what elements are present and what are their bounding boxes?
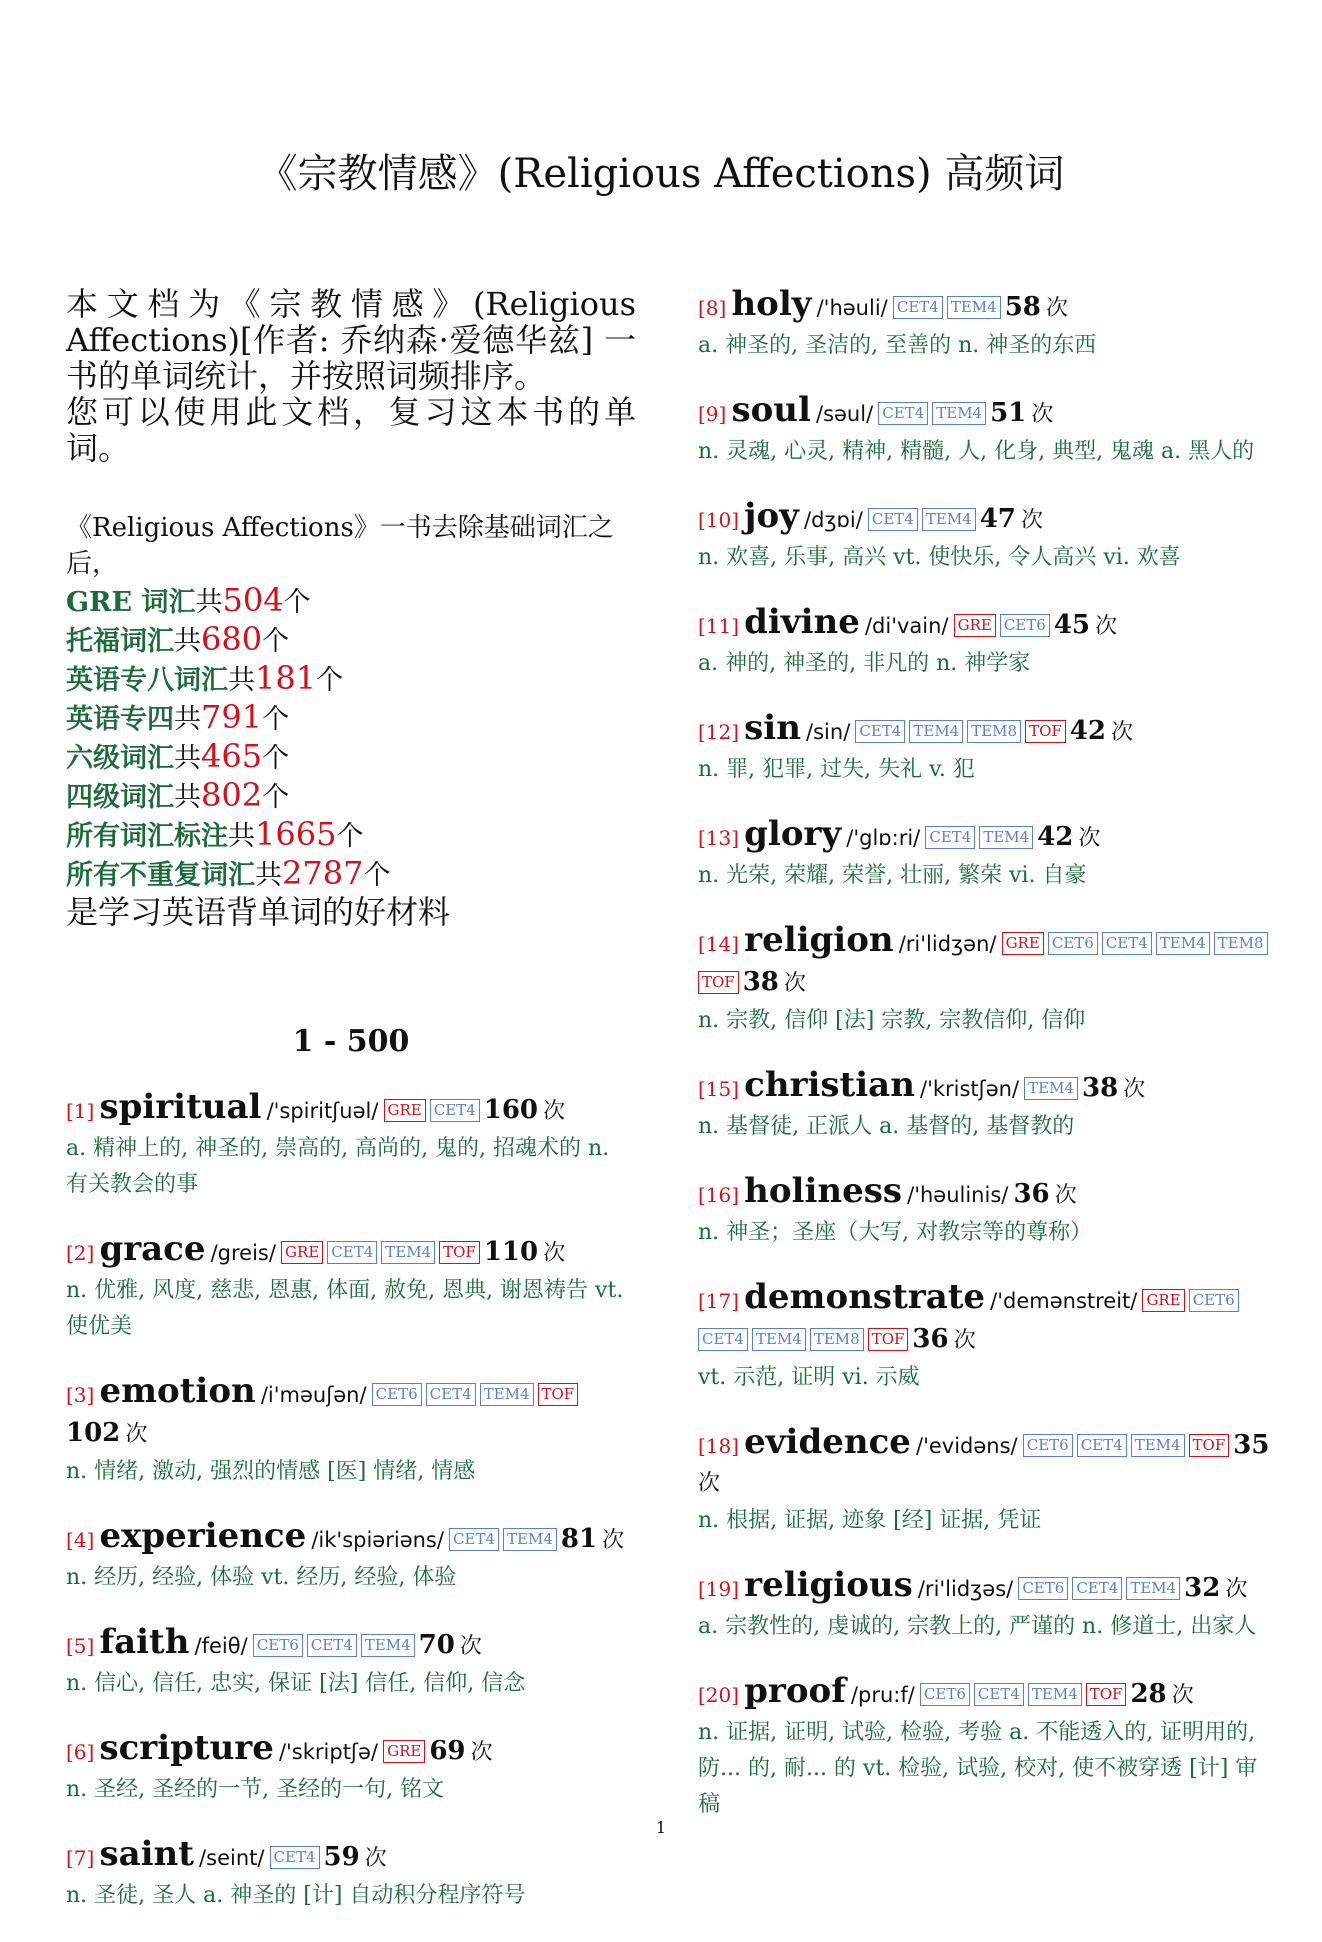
entry-head bbox=[698, 498, 1272, 540]
entry-index: [17] bbox=[698, 1289, 740, 1313]
entry-head bbox=[698, 392, 1272, 434]
entry-head bbox=[66, 1836, 636, 1878]
entry-word: scripture bbox=[99, 1728, 274, 1768]
exam-tag: CET6 bbox=[920, 1683, 970, 1706]
exam-tag: CET4 bbox=[1077, 1434, 1127, 1457]
entry-definition: n. 优雅, 风度, 慈悲, 恩惠, 体面, 赦免, 恩典, 谢恩祷告 vt. 使优美 bbox=[66, 1278, 624, 1339]
stat-unit: 个 bbox=[283, 587, 311, 618]
entry-phonetic: /'glɒ:ri/ bbox=[846, 826, 921, 850]
stat-row bbox=[66, 816, 636, 855]
word-entry bbox=[698, 1279, 1272, 1396]
entry-word: religion bbox=[744, 920, 894, 960]
entry-phonetic: /seint/ bbox=[199, 1846, 265, 1870]
entry-phonetic: /ri'lidʒən/ bbox=[898, 932, 997, 956]
entry-definition: n. 基督徒, 正派人 a. 基督的, 基督教的 bbox=[698, 1114, 1075, 1139]
entry-head bbox=[698, 1279, 1272, 1360]
count-unit: 次 bbox=[1171, 1683, 1194, 1708]
stat-num: 2787 bbox=[282, 854, 364, 892]
entry-phonetic: /sin/ bbox=[806, 720, 851, 744]
stat-mid: 共 bbox=[174, 626, 201, 657]
word-entry bbox=[66, 1624, 636, 1702]
word-entry bbox=[698, 1067, 1272, 1145]
entry-head bbox=[66, 1624, 636, 1666]
entry-count: 110 bbox=[483, 1237, 539, 1267]
exam-tag: CET6 bbox=[253, 1634, 303, 1657]
exam-tag: CET4 bbox=[449, 1528, 499, 1551]
count-unit: 次 bbox=[543, 1241, 566, 1266]
word-entry bbox=[66, 1518, 636, 1596]
entry-count: 70 bbox=[418, 1630, 455, 1660]
entry-phonetic: /dʒɒi/ bbox=[804, 508, 863, 532]
count-unit: 次 bbox=[1054, 1183, 1077, 1208]
stat-label: 英语专四 bbox=[66, 704, 174, 735]
stat-label: 英语专八词汇 bbox=[66, 665, 228, 696]
entry-count: 58 bbox=[1004, 292, 1041, 322]
entry-phonetic: /ri'lidʒəs/ bbox=[917, 1577, 1014, 1601]
entry-index: [2] bbox=[66, 1241, 95, 1265]
stat-mid: 共 bbox=[174, 782, 201, 813]
count-unit: 次 bbox=[1111, 720, 1134, 745]
entry-phonetic: /'demənstreit/ bbox=[990, 1289, 1138, 1313]
stat-row bbox=[66, 855, 636, 894]
entry-word: experience bbox=[99, 1516, 307, 1556]
exam-tag: TEM4 bbox=[503, 1528, 557, 1551]
entry-count: 35 bbox=[1233, 1430, 1270, 1460]
word-entry bbox=[698, 1567, 1272, 1645]
entry-phonetic: /i'məuʃən/ bbox=[260, 1383, 367, 1407]
entry-definition: n. 经历, 经验, 体验 vt. 经历, 经验, 体验 bbox=[66, 1565, 457, 1590]
entry-index: [3] bbox=[66, 1383, 95, 1407]
entry-phonetic: /ik'spiəriəns/ bbox=[311, 1528, 444, 1552]
entry-head bbox=[698, 1673, 1272, 1715]
entry-head bbox=[698, 710, 1272, 752]
stat-mid: 共 bbox=[174, 704, 201, 735]
entry-word: holy bbox=[731, 284, 812, 324]
entry-phonetic: /feiθ/ bbox=[194, 1634, 248, 1658]
word-entry bbox=[698, 922, 1272, 1039]
entry-count: 38 bbox=[742, 967, 779, 997]
exam-tag: CET4 bbox=[893, 296, 943, 319]
entry-index: [13] bbox=[698, 826, 740, 850]
exam-tag: TEM4 bbox=[1028, 1683, 1082, 1706]
count-unit: 次 bbox=[1031, 402, 1054, 427]
entry-definition: n. 神圣；圣座（大写, 对教宗等的尊称） bbox=[698, 1220, 1093, 1245]
count-unit: 次 bbox=[1078, 826, 1101, 851]
entry-head bbox=[698, 1173, 1272, 1215]
entry-phonetic: /'spiritʃuəl/ bbox=[266, 1099, 379, 1123]
exam-tag: TEM4 bbox=[480, 1383, 534, 1406]
entry-phonetic: /di'vain/ bbox=[864, 614, 949, 638]
entry-index: [1] bbox=[66, 1099, 95, 1123]
entry-index: [10] bbox=[698, 508, 740, 532]
entry-count: 81 bbox=[560, 1524, 598, 1554]
entry-definition: n. 情绪, 激动, 强烈的情感 [医] 情绪, 情感 bbox=[66, 1459, 476, 1484]
exam-tag: CET4 bbox=[270, 1846, 320, 1869]
entry-word: saint bbox=[99, 1834, 194, 1874]
exam-tag: CET4 bbox=[925, 826, 975, 849]
exam-tag: TEM4 bbox=[1024, 1077, 1078, 1100]
page-title: 《宗教情感》(Religious Affections) 高频词 bbox=[257, 151, 1065, 197]
entry-word: sin bbox=[744, 708, 801, 748]
entry-index: [20] bbox=[698, 1683, 740, 1707]
entry-definition: n. 灵魂, 心灵, 精神, 精髓, 人, 化身, 典型, 鬼魂 a. 黑人的 bbox=[698, 439, 1255, 464]
entry-index: [7] bbox=[66, 1846, 95, 1870]
count-unit: 次 bbox=[470, 1740, 493, 1765]
page-number: 1 bbox=[655, 1818, 667, 1837]
word-entry bbox=[698, 604, 1272, 682]
word-entry bbox=[698, 498, 1272, 576]
entry-count: 69 bbox=[429, 1736, 466, 1766]
entry-word: demonstrate bbox=[744, 1277, 986, 1317]
stat-num: 1665 bbox=[255, 815, 337, 853]
exam-tag: TOF bbox=[868, 1328, 909, 1351]
count-unit: 次 bbox=[1123, 1077, 1146, 1102]
exam-tag: TEM4 bbox=[752, 1328, 806, 1351]
stat-unit: 个 bbox=[262, 782, 290, 813]
entry-definition: a. 宗教性的, 虔诚的, 宗教上的, 严谨的 n. 修道士, 出家人 bbox=[698, 1614, 1257, 1639]
entry-definition: n. 根据, 证据, 迹象 [经] 证据, 凭证 bbox=[698, 1508, 1042, 1533]
entry-head bbox=[698, 922, 1272, 1003]
word-entry bbox=[66, 1373, 636, 1490]
exam-tag: GRE bbox=[383, 1740, 425, 1763]
entry-phonetic: /səul/ bbox=[816, 402, 874, 426]
stat-label: 托福词汇 bbox=[66, 626, 174, 657]
stat-label: 所有词汇标注 bbox=[66, 821, 228, 852]
entry-definition: a. 神圣的, 圣洁的, 至善的 n. 神圣的东西 bbox=[698, 333, 1097, 358]
entry-head bbox=[698, 1567, 1272, 1609]
count-unit: 次 bbox=[698, 1471, 721, 1496]
stat-mid: 共 bbox=[174, 743, 201, 774]
stats-closing: 是学习英语背单词的好材料 bbox=[66, 893, 451, 931]
entry-phonetic: /'həuli/ bbox=[816, 296, 888, 320]
stat-num: 680 bbox=[201, 620, 263, 658]
entry-word: faith bbox=[99, 1622, 190, 1662]
word-entry bbox=[66, 1231, 636, 1345]
entry-count: 38 bbox=[1081, 1073, 1119, 1103]
exam-tag: CET4 bbox=[868, 508, 918, 531]
entry-head bbox=[698, 604, 1272, 646]
entry-definition: n. 宗教, 信仰 [法] 宗教, 宗教信仰, 信仰 bbox=[698, 1008, 1086, 1033]
entry-count: 102 bbox=[66, 1418, 121, 1448]
entry-definition: n. 圣经, 圣经的一节, 圣经的一句, 铭文 bbox=[66, 1777, 445, 1802]
entry-count: 32 bbox=[1184, 1573, 1221, 1603]
entry-word: christian bbox=[744, 1065, 915, 1105]
left-column bbox=[66, 286, 636, 1942]
entry-count: 47 bbox=[979, 504, 1016, 534]
entry-phonetic: /pru:f/ bbox=[850, 1683, 915, 1707]
stat-unit: 个 bbox=[316, 665, 344, 696]
exam-tag: TEM8 bbox=[1214, 932, 1268, 955]
stat-num: 181 bbox=[255, 659, 317, 697]
word-entry bbox=[66, 1836, 636, 1914]
exam-tag: CET6 bbox=[1023, 1434, 1073, 1457]
stat-num: 802 bbox=[201, 776, 263, 814]
entry-head bbox=[698, 286, 1272, 328]
exam-tag: TEM4 bbox=[1156, 932, 1210, 955]
exam-tag: TEM4 bbox=[1131, 1434, 1185, 1457]
count-unit: 次 bbox=[459, 1634, 482, 1659]
entry-index: [6] bbox=[66, 1740, 95, 1764]
exam-tag: CET4 bbox=[327, 1241, 377, 1264]
count-unit: 次 bbox=[1021, 508, 1044, 533]
exam-tag: CET6 bbox=[1189, 1289, 1239, 1312]
entry-index: [4] bbox=[66, 1528, 95, 1552]
word-entry bbox=[66, 1730, 636, 1808]
stat-unit: 个 bbox=[262, 704, 290, 735]
stat-mid: 共 bbox=[228, 821, 255, 852]
exam-tag: GRE bbox=[1002, 932, 1044, 955]
stat-num: 465 bbox=[201, 737, 263, 775]
word-entry bbox=[698, 1424, 1272, 1539]
stats-block bbox=[66, 510, 636, 930]
right-entry-list bbox=[698, 286, 1272, 1823]
exam-tag: TOF bbox=[538, 1383, 579, 1406]
stat-label: 四级词汇 bbox=[66, 782, 174, 813]
entry-head bbox=[66, 1089, 636, 1131]
word-entry bbox=[698, 286, 1272, 364]
exam-tag: CET6 bbox=[1048, 932, 1098, 955]
stat-unit: 个 bbox=[336, 821, 364, 852]
exam-tag: TEM4 bbox=[947, 296, 1001, 319]
entry-phonetic: /'kristʃən/ bbox=[920, 1077, 1020, 1101]
exam-tag: TOF bbox=[1086, 1683, 1127, 1706]
exam-tag: TEM8 bbox=[967, 720, 1021, 743]
entry-index: [19] bbox=[698, 1577, 740, 1601]
intro-paragraph-2: 您可以使用此文档，复习这本书的单词。 bbox=[66, 393, 636, 467]
stat-mid: 共 bbox=[255, 860, 282, 891]
entry-count: 45 bbox=[1053, 610, 1090, 640]
stat-num: 504 bbox=[222, 581, 284, 619]
word-entry bbox=[698, 1673, 1272, 1823]
exam-tag: CET6 bbox=[1000, 614, 1050, 637]
entry-definition: n. 欢喜, 乐事, 高兴 vt. 使快乐, 令人高兴 vi. 欢喜 bbox=[698, 545, 1181, 570]
entry-index: [16] bbox=[698, 1183, 740, 1207]
entry-count: 59 bbox=[323, 1842, 360, 1872]
stat-row bbox=[66, 582, 636, 621]
stat-label: 六级词汇 bbox=[66, 743, 174, 774]
entry-definition: vt. 示范, 证明 vi. 示威 bbox=[698, 1365, 920, 1390]
entry-word: glory bbox=[744, 814, 842, 854]
entry-word: divine bbox=[744, 602, 860, 642]
entry-phonetic: /'evidəns/ bbox=[916, 1434, 1018, 1458]
stat-unit: 个 bbox=[262, 743, 290, 774]
exam-tag: CET4 bbox=[426, 1383, 476, 1406]
count-unit: 次 bbox=[784, 971, 807, 996]
exam-tag: TEM4 bbox=[922, 508, 976, 531]
word-entry bbox=[698, 710, 1272, 788]
entry-head bbox=[66, 1518, 636, 1560]
right-column bbox=[698, 286, 1272, 1851]
exam-tag: TEM4 bbox=[1126, 1577, 1180, 1600]
stat-row bbox=[66, 777, 636, 816]
exam-tag: TEM4 bbox=[932, 402, 986, 425]
exam-tag: TEM8 bbox=[810, 1328, 864, 1351]
entry-count: 42 bbox=[1037, 822, 1074, 852]
entry-phonetic: /'skriptʃə/ bbox=[278, 1740, 378, 1764]
stat-row bbox=[66, 738, 636, 777]
entry-word: holiness bbox=[744, 1171, 903, 1211]
entry-count: 28 bbox=[1130, 1679, 1167, 1709]
section-heading: 1 - 500 bbox=[292, 1024, 410, 1059]
entry-definition: n. 信心, 信任, 忠实, 保证 [法] 信任, 信仰, 信念 bbox=[66, 1671, 526, 1696]
exam-tag: GRE bbox=[1142, 1289, 1184, 1312]
exam-tag: TOF bbox=[698, 971, 739, 994]
entry-head bbox=[66, 1730, 636, 1772]
entry-word: evidence bbox=[744, 1422, 911, 1462]
entry-head bbox=[66, 1231, 636, 1273]
exam-tag: CET6 bbox=[372, 1383, 422, 1406]
exam-tag: CET4 bbox=[1072, 1577, 1122, 1600]
entry-head bbox=[66, 1373, 636, 1454]
stat-mid: 共 bbox=[195, 587, 223, 618]
stat-mid: 共 bbox=[228, 665, 255, 696]
count-unit: 次 bbox=[543, 1099, 566, 1124]
exam-tag: GRE bbox=[954, 614, 996, 637]
exam-tag: TOF bbox=[1025, 720, 1066, 743]
stat-num: 791 bbox=[201, 698, 263, 736]
entry-definition: a. 精神上的, 神圣的, 崇高的, 高尚的, 鬼的, 招魂术的 n. 有关教会的事 bbox=[66, 1136, 610, 1197]
word-entry bbox=[66, 1089, 636, 1203]
entry-head bbox=[698, 1424, 1272, 1503]
exam-tag: GRE bbox=[281, 1241, 323, 1264]
stat-row bbox=[66, 621, 636, 660]
count-unit: 次 bbox=[953, 1328, 976, 1353]
word-entry bbox=[698, 392, 1272, 470]
entry-word: spiritual bbox=[99, 1087, 262, 1127]
entry-definition: n. 光荣, 荣耀, 荣誉, 壮丽, 繁荣 vi. 自豪 bbox=[698, 863, 1087, 888]
count-unit: 次 bbox=[1225, 1577, 1248, 1602]
entry-count: 160 bbox=[483, 1095, 539, 1125]
left-entry-list bbox=[66, 1089, 636, 1914]
entry-count: 42 bbox=[1069, 716, 1106, 746]
entry-phonetic: /'həulinis/ bbox=[907, 1183, 1009, 1207]
entry-count: 36 bbox=[912, 1324, 949, 1354]
intro bbox=[66, 286, 636, 466]
entry-count: 36 bbox=[1013, 1179, 1050, 1209]
exam-tag: TOF bbox=[1189, 1434, 1230, 1457]
entry-index: [15] bbox=[698, 1077, 740, 1101]
entry-word: joy bbox=[744, 496, 799, 536]
entry-index: [18] bbox=[698, 1434, 740, 1458]
count-unit: 次 bbox=[602, 1528, 625, 1553]
entry-definition: n. 罪, 犯罪, 过失, 失礼 v. 犯 bbox=[698, 757, 975, 782]
exam-tag: CET4 bbox=[430, 1099, 480, 1122]
intro-paragraph-1: 本文档为《宗教情感》(Religious Affections)[作者: 乔纳森·爱德华兹] 一书的单词统计，并按照词频排序。 bbox=[66, 285, 636, 395]
entry-index: [12] bbox=[698, 720, 740, 744]
entry-definition: n. 证据, 证明, 试验, 检验, 考验 a. 不能透入的, 证明用的, 防... 的, 耐... 的 vt. 检验, 试验, 校对, 使不被穿透 [计] 审稿 bbox=[698, 1720, 1258, 1817]
entry-index: [9] bbox=[698, 402, 727, 426]
entry-count: 51 bbox=[990, 398, 1027, 428]
stat-label: 所有不重复词汇 bbox=[66, 860, 255, 891]
entry-head bbox=[698, 816, 1272, 858]
word-entry bbox=[698, 816, 1272, 894]
exam-tag: CET4 bbox=[855, 720, 905, 743]
entry-word: grace bbox=[99, 1229, 206, 1269]
count-unit: 次 bbox=[125, 1422, 148, 1447]
entry-index: [14] bbox=[698, 932, 740, 956]
count-unit: 次 bbox=[1045, 296, 1068, 321]
stat-unit: 个 bbox=[262, 626, 290, 657]
stats-lead: 《Religious Affections》一书去除基础词汇之后， bbox=[66, 513, 614, 579]
exam-tag: TEM4 bbox=[909, 720, 963, 743]
entry-index: [11] bbox=[698, 614, 740, 638]
word-entry bbox=[698, 1173, 1272, 1251]
exam-tag: TOF bbox=[439, 1241, 480, 1264]
stat-row bbox=[66, 660, 636, 699]
exam-tag: TEM4 bbox=[381, 1241, 435, 1264]
entry-word: emotion bbox=[99, 1371, 256, 1411]
count-unit: 次 bbox=[364, 1846, 387, 1871]
count-unit: 次 bbox=[1095, 614, 1118, 639]
exam-tag: TEM4 bbox=[979, 826, 1033, 849]
entry-index: [8] bbox=[698, 296, 727, 320]
exam-tag: CET6 bbox=[1018, 1577, 1068, 1600]
entry-definition: n. 圣徒, 圣人 a. 神圣的 [计] 自动积分程序符号 bbox=[66, 1883, 526, 1908]
entry-word: soul bbox=[731, 390, 811, 430]
entry-definition: a. 神的, 神圣的, 非凡的 n. 神学家 bbox=[698, 651, 1031, 676]
exam-tag: CET4 bbox=[974, 1683, 1024, 1706]
exam-tag: CET4 bbox=[698, 1328, 748, 1351]
exam-tag: CET4 bbox=[878, 402, 928, 425]
entry-head bbox=[698, 1067, 1272, 1109]
entry-word: proof bbox=[744, 1671, 846, 1711]
exam-tag: TEM4 bbox=[361, 1634, 415, 1657]
stat-row bbox=[66, 699, 636, 738]
exam-tag: GRE bbox=[384, 1099, 426, 1122]
exam-tag: CET4 bbox=[307, 1634, 357, 1657]
stat-unit: 个 bbox=[363, 860, 391, 891]
entry-word: religious bbox=[744, 1565, 913, 1605]
entry-index: [5] bbox=[66, 1634, 95, 1658]
stat-label: GRE 词汇 bbox=[66, 587, 196, 618]
entry-phonetic: /greis/ bbox=[210, 1241, 276, 1265]
exam-tag: CET4 bbox=[1102, 932, 1152, 955]
